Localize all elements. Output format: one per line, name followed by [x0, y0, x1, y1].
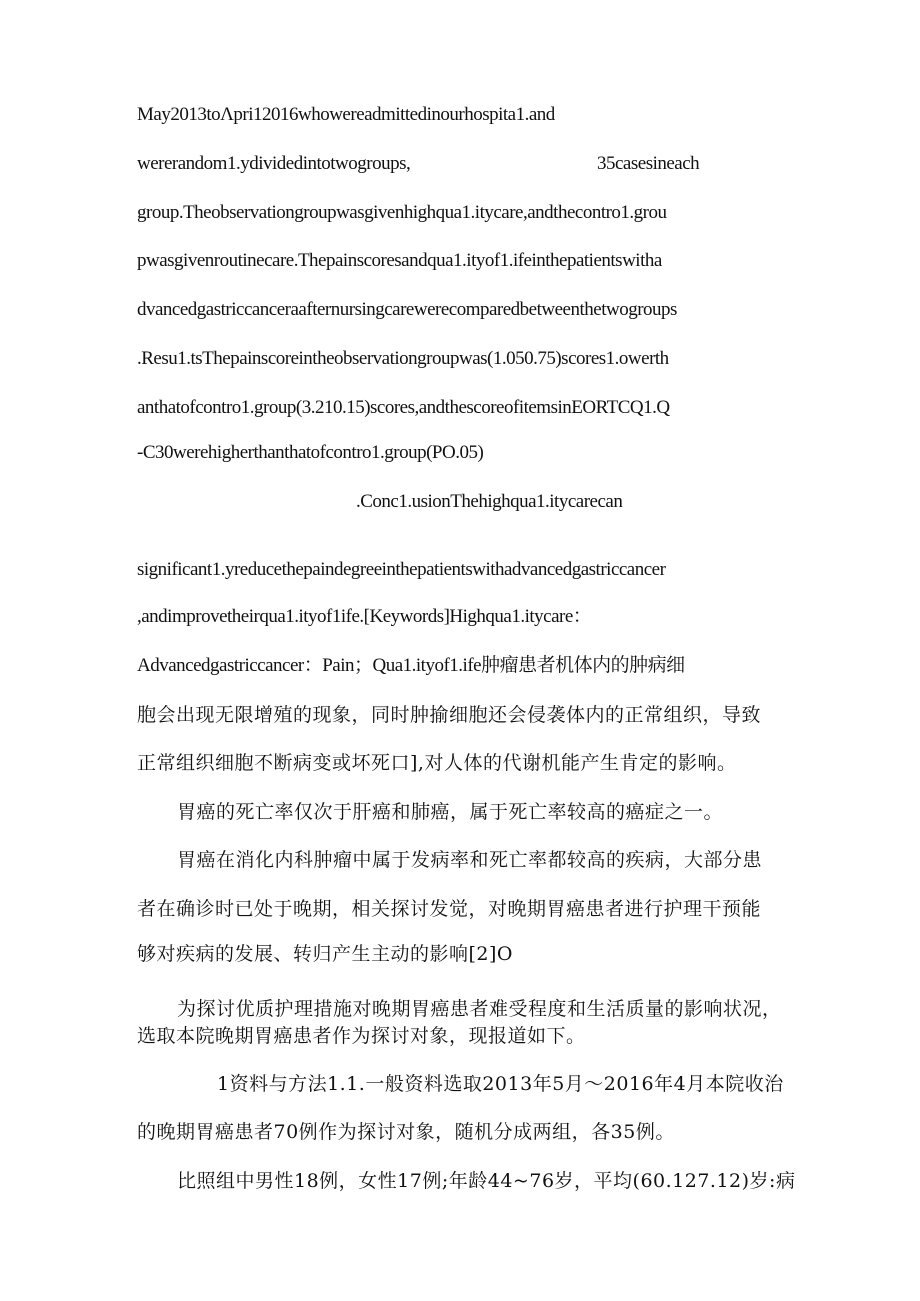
text-line: 的晚期胃癌患者70例作为探讨对象，随机分成两组，各35例。: [137, 1121, 675, 1143]
text-line: May2013toΛpri12016whowereadmittedinourhospita1.and: [137, 104, 555, 125]
text-line: pwasgivenroutinecare.Thepainscoresandqua1.ityof1.ifeinthepatientswitha: [137, 250, 662, 271]
text-line: -C30werehigherthanthatofcontro1.group(PO.05): [137, 442, 484, 463]
text-line: 者在确诊时已处于晚期，相关探讨发觉，对晚期胃癌患者进行护理干预能: [137, 898, 762, 920]
text-line: 比照组中男性18例，女性17例;年龄44~76岁，平均(60.127.12)岁:病: [177, 1170, 796, 1192]
text-line: 1资料与方法1.1.一般资料选取2013年5月～2016年4月本院收治: [217, 1073, 784, 1095]
text-line: Advancedgastriccancer：Pain；Qua1.ityof1.ife肿瘤患者机体内的肿病细: [137, 655, 685, 676]
text-line: wererandom1.ydividedintotwogroups,: [137, 153, 411, 174]
text-line: 够对疾病的发展、转归产生主动的影响[2]O: [137, 943, 513, 965]
text-line: 为探讨优质护理措施对晚期胃癌患者难受程度和生活质量的影响状况，: [177, 998, 782, 1020]
text-line: 选取本院晚期胃癌患者作为探讨对象，现报道如下。: [137, 1025, 586, 1047]
text-line: .Conc1.usionThehighqua1.itycarecan: [356, 491, 623, 512]
text-line: 胃癌的死亡率仅次于肝癌和肺癌，属于死亡率较高的癌症之一。: [177, 801, 724, 823]
text-line: .Resu1.tsThepainscoreintheobservationgroupwas(1.050.75)scores1.owerth: [137, 348, 669, 369]
text-line: ,andimprovetheirqua1.ityof1ife.[Keywords]Highqua1.itycare：: [137, 606, 592, 627]
text-line: 35casesineach: [597, 153, 700, 174]
text-line: 胃癌在消化内科肿瘤中属于发病率和死亡率都较高的疾病，大部分患: [177, 849, 763, 871]
text-line: anthatofcontro1.group(3.210.15)scores,andthescoreofitemsinEORTCQ1.Q: [137, 397, 670, 418]
text-line: group.Theobservationgroupwasgivenhighqua1.itycare,andthecontro1.grou: [137, 202, 667, 223]
text-line: dvancedgastriccanceraafternursingcarewerecomparedbetweenthetwogroups: [137, 299, 677, 320]
text-line: 胞会出现无限增殖的现象，同时肿揄细胞还会侵袭体内的正常组织，导致: [137, 704, 762, 726]
text-line: 正常组织细胞不断病变或坏死口],对人体的代谢机能产生肯定的影响。: [137, 752, 737, 774]
text-line: significant1.yreducethepaindegreeinthepatientswithadvancedgastriccancer: [137, 559, 666, 580]
